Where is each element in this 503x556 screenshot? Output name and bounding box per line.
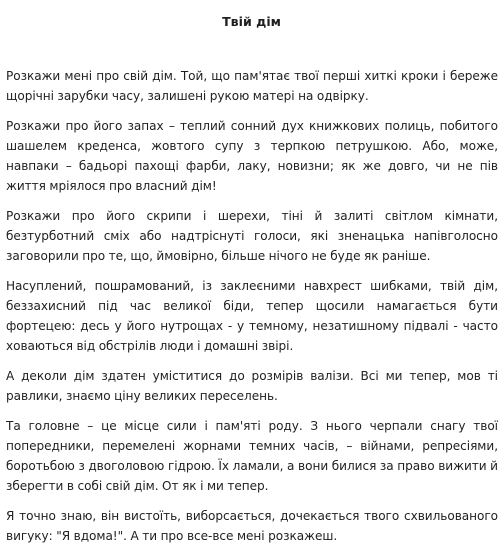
paragraph: А деколи дім здатен уміститися до розмірів валізи. Всі ми тепер, мов ті равлики, знаємо ціну великих переселень. xyxy=(6,369,498,403)
paragraph: Розкажи про його запах – теплий сонний дух книжкових полиць, побитого шашелем креденса, жовтого супу з терпкою петрушкою. Або, може, навпаки – бадьорі пахощі фарби, лаку, новизни; як же довго, чи не пів життя мріялося про власний дім! xyxy=(6,119,498,193)
document-title: Твій дім xyxy=(222,14,281,29)
paragraph: Розкажи про його скрипи і шерехи, тіні й залиті світлом кімнати, безтурботний сміх або надтріснуті голоси, які зненацька напівголосно заговорили про те, що, ймовірно, більше нічого не буде як раніше. xyxy=(6,209,498,263)
document-body xyxy=(6,66,498,556)
paragraph: Та головне – це місце сили і пам'яті роду. З нього черпали снагу твої попередники, перемелені жорнами темних часів, – війнами, репресіями, боротьбою з двоголовою гідрою. Їх ламали, а вони билися за право вижити й зберегти в собі свій дім. От як і ми тепер. xyxy=(6,419,498,493)
paragraph: Розкажи мені про свій дім. Той, що пам'ятає твої перші хиткі кроки і береже щорічні зарубки часу, залишені рукою матері на одвірку. xyxy=(6,69,498,103)
paragraph: Насуплений, пошрамований, із заклеєними навхрест шибками, твій дім, беззахисний під час великої біди, тепер щосили намагається бути фортецею: десь у його нутрощах - у темному, незатишному підвалі - часто ховаються від обстрілів люди і домашні звірі. xyxy=(6,279,498,353)
paragraph: Я точно знаю, він вистоїть, виборсається, дочекається твого схвильованого вигуку: "Я вдома!". А ти про все-все мені розкажеш. xyxy=(6,509,498,543)
